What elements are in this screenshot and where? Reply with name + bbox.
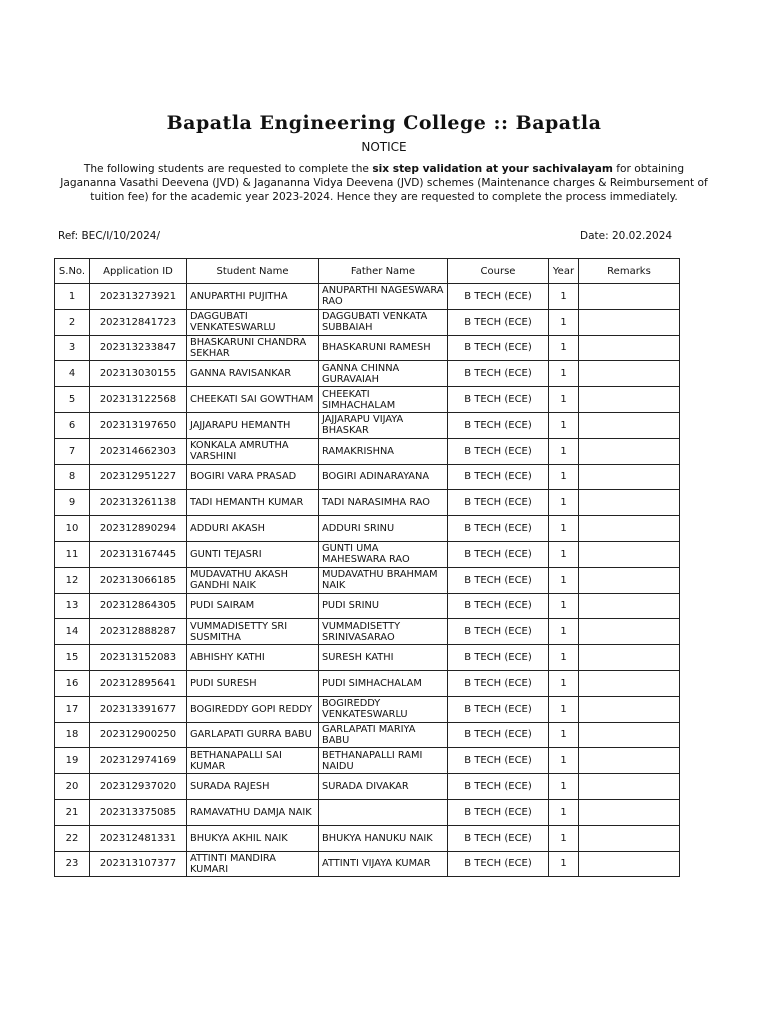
cell-student-name: BOGIRI VARA PRASAD [187,464,319,490]
cell-course: B TECH (ECE) [448,464,549,490]
cell-sno: 6 [55,412,90,438]
cell-father-name: ATTINTI VIJAYA KUMAR [319,851,448,877]
cell-year: 1 [549,464,579,490]
cell-sno: 7 [55,438,90,464]
cell-year: 1 [549,412,579,438]
cell-father-name: RAMAKRISHNA [319,438,448,464]
cell-remarks [579,284,680,310]
cell-application-id: 202313197650 [90,412,187,438]
cell-sno: 9 [55,490,90,516]
table-row [55,567,680,593]
cell-application-id: 202313273921 [90,284,187,310]
cell-student-name: PUDI SAIRAM [187,593,319,619]
cell-father-name: BHASKARUNI RAMESH [319,335,448,361]
table-row [55,645,680,671]
cell-course: B TECH (ECE) [448,722,549,748]
cell-course: B TECH (ECE) [448,799,549,825]
cell-course: B TECH (ECE) [448,412,549,438]
cell-student-name: ABHISHY KATHI [187,645,319,671]
cell-father-name: TADI NARASIMHA RAO [319,490,448,516]
cell-application-id: 202312937020 [90,774,187,800]
cell-student-name: SURADA RAJESH [187,774,319,800]
table-row [55,516,680,542]
cell-year: 1 [549,722,579,748]
cell-student-name: CHEEKATI SAI GOWTHAM [187,387,319,413]
table-row [55,361,680,387]
cell-remarks [579,799,680,825]
header-student-name: Student Name [187,259,319,284]
cell-student-name: ATTINTI MANDIRA KUMARI [187,851,319,877]
cell-father-name: ADDURI SRINU [319,516,448,542]
cell-course: B TECH (ECE) [448,335,549,361]
header-sno: S.No. [55,259,90,284]
cell-student-name: MUDAVATHU AKASH GANDHI NAIK [187,567,319,593]
cell-course: B TECH (ECE) [448,387,549,413]
table-row [55,670,680,696]
cell-remarks [579,825,680,851]
cell-father-name: PUDI SRINU [319,593,448,619]
cell-student-name: VUMMADISETTY SRI SUSMITHA [187,619,319,645]
table-row [55,696,680,722]
table-row [55,748,680,774]
cell-student-name: ANUPARTHI PUJITHA [187,284,319,310]
cell-application-id: 202312890294 [90,516,187,542]
table-row [55,799,680,825]
cell-application-id: 202313107377 [90,851,187,877]
table-row [55,335,680,361]
table-row [55,412,680,438]
cell-student-name: PUDI SURESH [187,670,319,696]
table-row [55,309,680,335]
table-row [55,438,680,464]
header-application-id: Application ID [90,259,187,284]
cell-course: B TECH (ECE) [448,541,549,567]
cell-course: B TECH (ECE) [448,774,549,800]
table-row [55,722,680,748]
header-father-name: Father Name [319,259,448,284]
cell-sno: 20 [55,774,90,800]
cell-student-name: GANNA RAVISANKAR [187,361,319,387]
table-row [55,825,680,851]
cell-sno: 17 [55,696,90,722]
cell-year: 1 [549,335,579,361]
intro-text-bold: six step validation at your sachivalayam [372,163,613,175]
cell-course: B TECH (ECE) [448,438,549,464]
cell-sno: 3 [55,335,90,361]
cell-remarks [579,387,680,413]
cell-remarks [579,490,680,516]
cell-remarks [579,748,680,774]
cell-application-id: 202312888287 [90,619,187,645]
cell-sno: 10 [55,516,90,542]
cell-student-name: KONKALA AMRUTHA VARSHINI [187,438,319,464]
cell-course: B TECH (ECE) [448,490,549,516]
cell-sno: 22 [55,825,90,851]
cell-remarks [579,309,680,335]
cell-application-id: 202312864305 [90,593,187,619]
cell-application-id: 202314662303 [90,438,187,464]
cell-sno: 2 [55,309,90,335]
cell-remarks [579,464,680,490]
cell-application-id: 202313391677 [90,696,187,722]
cell-year: 1 [549,438,579,464]
cell-year: 1 [549,774,579,800]
cell-student-name: GARLAPATI GURRA BABU [187,722,319,748]
cell-year: 1 [549,516,579,542]
cell-remarks [579,567,680,593]
notice-heading: NOTICE [361,140,407,154]
cell-year: 1 [549,748,579,774]
cell-year: 1 [549,670,579,696]
cell-year: 1 [549,361,579,387]
cell-course: B TECH (ECE) [448,284,549,310]
cell-father-name: PUDI SIMHACHALAM [319,670,448,696]
cell-father-name: DAGGUBATI VENKATA SUBBAIAH [319,309,448,335]
cell-year: 1 [549,490,579,516]
cell-application-id: 202312951227 [90,464,187,490]
cell-student-name: DAGGUBATI VENKATESWARLU [187,309,319,335]
cell-course: B TECH (ECE) [448,619,549,645]
table-row [55,541,680,567]
cell-student-name: BHASKARUNI CHANDRA SEKHAR [187,335,319,361]
cell-sno: 4 [55,361,90,387]
cell-year: 1 [549,696,579,722]
cell-sno: 12 [55,567,90,593]
college-title: Bapatla Engineering College :: Bapatla [166,112,602,134]
cell-application-id: 202313375085 [90,799,187,825]
cell-father-name: GARLAPATI MARIYA BABU [319,722,448,748]
intro-text-after: for obtaining Jagananna Vasathi Deevena (JVD) & Jagananna Vidya Deevena (JVD) schemes (Maintenance charges & Reimbursement of tuition fee) for the academic year 2023-2024. Hence they are requested to complete the process immediately. [60,163,708,203]
cell-application-id: 202312841723 [90,309,187,335]
table-row [55,284,680,310]
cell-application-id: 202312900250 [90,722,187,748]
cell-father-name [319,799,448,825]
cell-year: 1 [549,851,579,877]
cell-course: B TECH (ECE) [448,645,549,671]
cell-application-id: 202312481331 [90,825,187,851]
notice-date: Date: 20.02.2024 [580,230,673,242]
cell-course: B TECH (ECE) [448,825,549,851]
cell-student-name: BOGIREDDY GOPI REDDY [187,696,319,722]
cell-student-name: RAMAVATHU DAMJA NAIK [187,799,319,825]
cell-father-name: BETHANAPALLI RAMI NAIDU [319,748,448,774]
cell-course: B TECH (ECE) [448,593,549,619]
cell-father-name: GANNA CHINNA GURAVAIAH [319,361,448,387]
cell-student-name: GUNTI TEJASRI [187,541,319,567]
cell-remarks [579,438,680,464]
cell-sno: 5 [55,387,90,413]
cell-father-name: BOGIREDDY VENKATESWARLU [319,696,448,722]
cell-course: B TECH (ECE) [448,516,549,542]
cell-year: 1 [549,284,579,310]
cell-father-name: MUDAVATHU BRAHMAM NAIK [319,567,448,593]
cell-course: B TECH (ECE) [448,309,549,335]
cell-sno: 13 [55,593,90,619]
table-row [55,619,680,645]
intro-text-before: The following students are requested to complete the [83,163,373,175]
cell-course: B TECH (ECE) [448,567,549,593]
table-row [55,464,680,490]
cell-father-name: ANUPARTHI NAGESWARA RAO [319,284,448,310]
cell-year: 1 [549,619,579,645]
cell-father-name: BHUKYA HANUKU NAIK [319,825,448,851]
cell-remarks [579,696,680,722]
cell-student-name: BHUKYA AKHIL NAIK [187,825,319,851]
cell-sno: 15 [55,645,90,671]
cell-course: B TECH (ECE) [448,696,549,722]
cell-student-name: ADDURI AKASH [187,516,319,542]
cell-father-name: BOGIRI ADINARAYANA [319,464,448,490]
cell-course: B TECH (ECE) [448,748,549,774]
cell-application-id: 202312895641 [90,670,187,696]
cell-application-id: 202313066185 [90,567,187,593]
table-row [55,774,680,800]
cell-year: 1 [549,799,579,825]
cell-father-name: SURESH KATHI [319,645,448,671]
cell-year: 1 [549,541,579,567]
table-row [55,387,680,413]
cell-student-name: BETHANAPALLI SAI KUMAR [187,748,319,774]
cell-remarks [579,670,680,696]
cell-father-name: JAJJARAPU VIJAYA BHASKAR [319,412,448,438]
cell-application-id: 202313152083 [90,645,187,671]
cell-sno: 8 [55,464,90,490]
cell-student-name: TADI HEMANTH KUMAR [187,490,319,516]
cell-remarks [579,851,680,877]
cell-course: B TECH (ECE) [448,361,549,387]
cell-year: 1 [549,825,579,851]
cell-sno: 16 [55,670,90,696]
header-remarks: Remarks [579,259,680,284]
cell-remarks [579,722,680,748]
cell-sno: 11 [55,541,90,567]
cell-sno: 14 [55,619,90,645]
cell-remarks [579,516,680,542]
cell-sno: 1 [55,284,90,310]
cell-remarks [579,412,680,438]
cell-course: B TECH (ECE) [448,851,549,877]
header-year: Year [549,259,579,284]
cell-father-name: VUMMADISETTY SRINIVASARAO [319,619,448,645]
cell-course: B TECH (ECE) [448,670,549,696]
cell-year: 1 [549,387,579,413]
cell-father-name: SURADA DIVAKAR [319,774,448,800]
cell-remarks [579,645,680,671]
table-header-row [55,259,680,284]
cell-year: 1 [549,645,579,671]
reference-number: Ref: BEC/I/10/2024/ [58,230,160,242]
cell-father-name: CHEEKATI SIMHACHALAM [319,387,448,413]
cell-application-id: 202312974169 [90,748,187,774]
cell-sno: 21 [55,799,90,825]
intro-paragraph [58,162,710,204]
cell-application-id: 202313261138 [90,490,187,516]
cell-application-id: 202313167445 [90,541,187,567]
cell-remarks [579,541,680,567]
cell-remarks [579,774,680,800]
students-table [54,258,680,877]
cell-application-id: 202313030155 [90,361,187,387]
cell-remarks [579,593,680,619]
cell-student-name: JAJJARAPU HEMANTH [187,412,319,438]
table-row [55,593,680,619]
table-row [55,490,680,516]
cell-remarks [579,361,680,387]
cell-remarks [579,619,680,645]
cell-father-name: GUNTI UMA MAHESWARA RAO [319,541,448,567]
header-course: Course [448,259,549,284]
cell-year: 1 [549,567,579,593]
cell-sno: 19 [55,748,90,774]
cell-year: 1 [549,309,579,335]
cell-application-id: 202313122568 [90,387,187,413]
cell-application-id: 202313233847 [90,335,187,361]
cell-sno: 18 [55,722,90,748]
cell-sno: 23 [55,851,90,877]
cell-year: 1 [549,593,579,619]
cell-remarks [579,335,680,361]
table-row [55,851,680,877]
